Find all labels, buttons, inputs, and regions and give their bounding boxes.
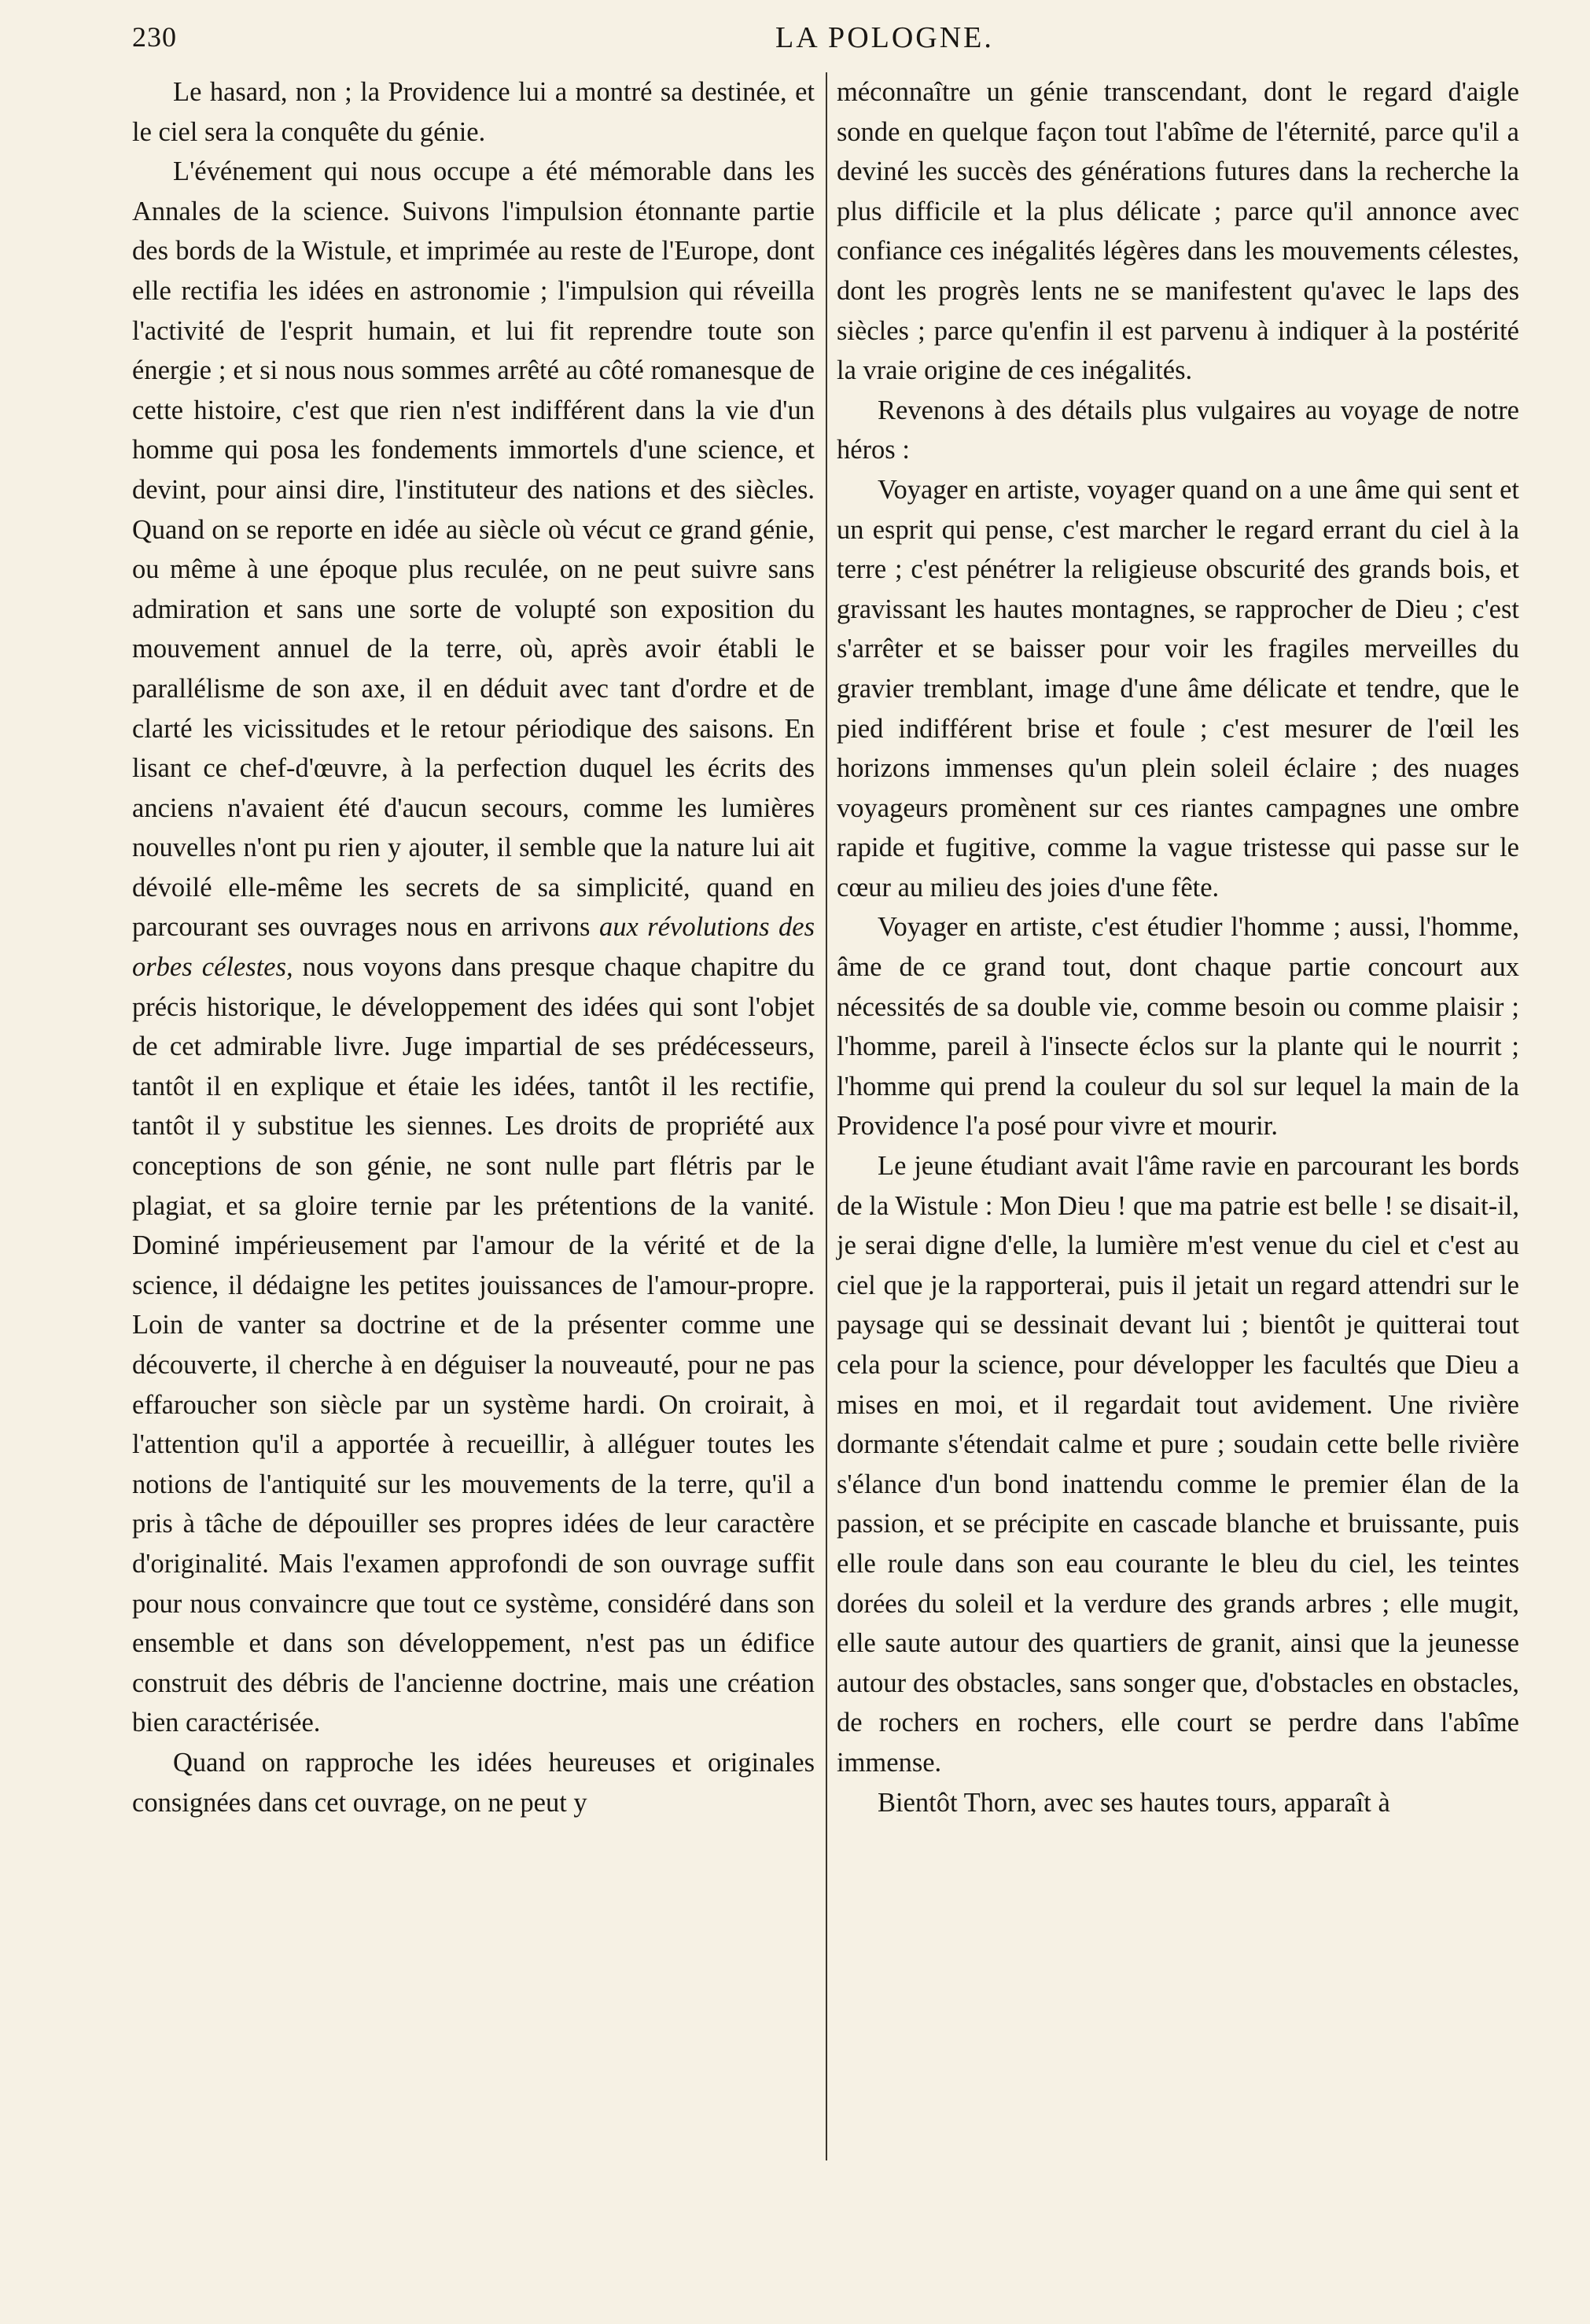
- paragraph-text: nous voyons dans presque chaque chapitre du précis historique, le développement des idées qui sont l'objet de cet admirable livre. Juge impartial de ses prédécesseurs, tantôt il en explique et étaie les idées, tantôt il les rectifie, tantôt il y substitue les siennes. Les droits de propriété aux conceptions de son génie, ne sont nulle part flétris par le plagiat, et sa gloire ternie par les prétentions de la vanité. Dominé impérieusement par l'amour de la vérité et de la science, il dédaigne les petites jouissances de l'amour-propre. Loin de vanter sa doctrine et de la présenter comme une découverte, il cherche à en déguiser la nouveauté, pour ne pas effaroucher son siècle par un système hardi. On croirait, à l'attention qu'il a apportée à recueillir, à alléguer toutes les notions de l'antiquité sur les mouvements de la terre, qu'il a pris à tâche de dépouiller ses propres idées de leur caractère d'originalité. Mais l'examen approfondi de son ouvrage suffit pour nous convaincre que tout ce système, considéré dans son ensemble et dans son développement, n'est pas un édifice construit des débris de l'ancienne doctrine, mais une création bien caractérisée.: [132, 952, 815, 1738]
- right-column: [837, 72, 1519, 1822]
- left-column: [132, 72, 815, 1822]
- column-divider: [826, 72, 827, 2160]
- paragraph: méconnaître un génie transcendant, dont le regard d'aigle sonde en quelque façon tout l'abîme de l'éternité, parce qu'il a deviné les succès des générations futures dans la recherche la plus difficile et la plus délicate ; parce qu'il annonce avec confiance ces inégalités légères dans les mouvements célestes, dont les progrès lents ne se manifestent qu'avec le laps des siècles ; parce qu'enfin il est parvenu à indiquer à la postérité la vraie origine de ces inégalités.: [837, 77, 1519, 386]
- paragraph: [132, 152, 815, 1743]
- paragraph: Voyager en artiste, c'est étudier l'homme ; aussi, l'homme, âme de ce grand tout, dont chaque partie concourt aux nécessités de sa double vie, comme besoin ou comme plaisir ; l'homme, pareil à l'insecte éclos sur la plante qui le nourrit ; l'homme qui prend la couleur du sol sur lequel la main de la Providence l'a posé pour vivre et mourir.: [837, 912, 1519, 1142]
- page-number: 230: [132, 21, 177, 53]
- paragraph: Le jeune étudiant avait l'âme ravie en parcourant les bords de la Wistule : Mon Dieu ! que ma patrie est belle ! se disait-il, je serai digne d'elle, la lumière m'est venue du ciel et c'est au ciel que je la rapporterai, puis il jetait un regard attendri sur le paysage qui se dessinait devant lui ; bientôt je quitterai tout cela pour la science, pour développer les facultés que Dieu a mises en moi, et il regardait tout avidement. Une rivière dormante s'étendait calme et pure ; soudain cette belle rivière s'élance d'un bond inattendu comme le premier élan de la passion, et se précipite en cascade blanche et bruissante, puis elle roule dans son eau courante le bleu du ciel, les teintes dorées du soleil et la verdure des grands arbres ; elle mugit, elle saute autour des quartiers de granit, ainsi que la jeunesse autour des obstacles, sans songer que, d'obstacles en obstacles, de rochers en rochers, elle court se perdre dans l'abîme immense.: [837, 1151, 1519, 1778]
- paragraph: Voyager en artiste, voyager quand on a une âme qui sent et un esprit qui pense, c'est marcher le regard errant du ciel à la terre ; c'est pénétrer la religieuse obscurité des grands bois, et gravissant les hautes montagnes, se rapprocher de Dieu ; c'est s'arrêter et se baisser pour voir les fragiles merveilles du gravier tremblant, image d'une âme délicate et tendre, que le pied indifférent brise et foule ; c'est mesurer de l'œil les horizons immenses qu'un plein soleil éclaire ; des nuages voyageurs promènent sur ces riantes campagnes une ombre rapide et fugitive, comme la vague tristesse qui passe sur le cœur au milieu des joies d'une fête.: [837, 474, 1519, 903]
- italic-title: aux révolutions des orbes célestes,: [132, 912, 815, 983]
- running-head: [132, 20, 1590, 60]
- paragraph-text: L'événement qui nous occupe a été mémorable dans les Annales de la science. Suivons l'impulsion étonnante partie des bords de la Wistule, et imprimée au reste de l'Europe, dont elle rectifia les idées en astronomie ; l'impulsion qui réveilla l'activité de l'esprit humain, et lui fit reprendre toute son énergie ; et si nous nous sommes arrêté au côté romanesque de cette histoire, c'est que rien n'est indifférent dans la vie d'un homme qui posa les fondements immortels d'une science, et devint, pour ainsi dire, l'instituteur des nations et des siècles. Quand on se reporte en idée au siècle où vécut ce grand génie, ou même à une époque plus reculée, on ne peut suivre sans admiration et sans une sorte de volupté son exposition du mouvement annuel de la terre, où, après avoir établi le parallélisme de son axe, il en déduit avec tant d'ordre et de clarté les vicissitudes et le retour périodique des saisons. En lisant ce chef-d'œuvre, à la perfection duquel les écrits des anciens n'avaient été d'aucun secours, comme les lumières nouvelles n'ont pu rien y ajouter, il semble que la nature lui ait dévoilé elle-même les secrets de sa simplicité, quand en parcourant ses ouvrages nous en arrivons: [132, 156, 815, 943]
- running-title: LA POLOGNE.: [775, 21, 994, 54]
- paragraph: Le hasard, non ; la Providence lui a montré sa destinée, et le ciel sera la conquête du génie.: [132, 77, 815, 147]
- paragraph: Quand on rapproche les idées heureuses et originales consignées dans cet ouvrage, on ne peut y: [132, 1747, 815, 1818]
- paragraph: Bientôt Thorn, avec ses hautes tours, apparaît à: [878, 1787, 1390, 1818]
- paragraph: Revenons à des détails plus vulgaires au voyage de notre héros :: [837, 395, 1519, 465]
